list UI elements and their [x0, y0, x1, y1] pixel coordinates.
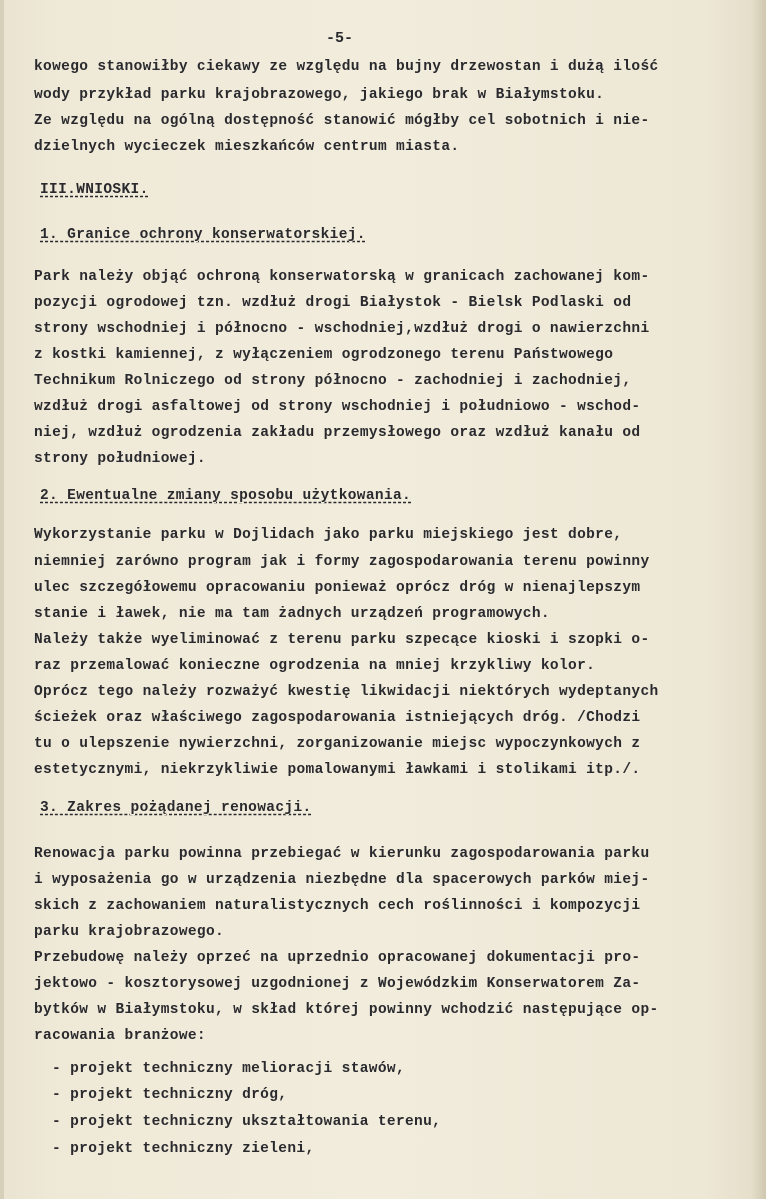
list-item: - projekt techniczny dróg, [52, 1087, 288, 1103]
text-line: wody przykład parku krajobrazowego, jakiego brak w Białymstoku. [34, 87, 605, 103]
text-line: i wyposażenia go w urządzenia niezbędne dla spacerowych parków miej- [34, 872, 650, 888]
page-edge-right [752, 0, 766, 1199]
page-number: -5- [326, 30, 354, 47]
page-edge-left [0, 0, 4, 1199]
text-line: dzielnych wycieczek mieszkańców centrum miasta. [34, 139, 460, 155]
text-line: Technikum Rolniczego od strony północno - zachodniej i zachodniej, [34, 373, 632, 389]
text-line: kowego stanowiłby ciekawy ze względu na bujny drzewostan i dużą ilość [34, 59, 659, 75]
text-line: strony wschodniej i północno - wschodniej,wzdłuż drogi o nawierzchni [34, 321, 650, 337]
text-line: wzdłuż drogi asfaltowej od strony wschodniej i południowo - wschod- [34, 399, 641, 415]
subsection-heading-2: 2. Ewentualne zmiany sposobu użytkowania. [40, 488, 412, 504]
text-line: jektowo - kosztorysowej uzgodnionej z Wojewódzkim Konserwatorem Za- [34, 976, 641, 992]
text-line: Należy także wyeliminować z terenu parku szpecące kioski i szopki o- [34, 632, 650, 648]
text-line: niemniej zarówno program jak i formy zagospodarowania terenu powinny [34, 554, 650, 570]
text-line: ścieżek oraz właściwego zagospodarowania istniejących dróg. /Chodzi [34, 710, 641, 726]
text-line: strony południowej. [34, 451, 206, 467]
list-item: - projekt techniczny melioracji stawów, [52, 1061, 406, 1077]
text-line: z kostki kamiennej, z wyłączeniem ogrodzonego terenu Państwowego [34, 347, 614, 363]
text-line: Ze względu na ogólną dostępność stanowić mógłby cel sobotnich i nie- [34, 113, 650, 129]
text-line: Przebudowę należy oprzeć na uprzednio opracowanej dokumentacji pro- [34, 950, 641, 966]
list-item: - projekt techniczny zieleni, [52, 1141, 315, 1157]
section-title: III.WNIOSKI. [40, 182, 149, 198]
text-line: estetycznymi, niekrzykliwie pomalowanymi ławkami i stolikami itp./. [34, 762, 641, 778]
text-line: stanie i ławek, nie ma tam żadnych urządzeń programowych. [34, 606, 550, 622]
text-line: skich z zachowaniem naturalistycznych cech roślinności i kompozycji [34, 898, 641, 914]
text-line: niej, wzdłuż ogrodzenia zakładu przemysłowego oraz wzdłuż kanału od [34, 425, 641, 441]
text-line: Wykorzystanie parku w Dojlidach jako parku miejskiego jest dobre, [34, 527, 623, 543]
text-line: ulec szczegółowemu opracowaniu ponieważ oprócz dróg w nienajlepszym [34, 580, 641, 596]
text-line: Oprócz tego należy rozważyć kwestię likwidacji niektórych wydeptanych [34, 684, 659, 700]
subsection-heading-3: 3. Zakres pożądanej renowacji. [40, 800, 312, 816]
text-line: pozycji ogrodowej tzn. wzdłuż drogi Białystok - Bielsk Podlaski od [34, 295, 632, 311]
text-line: parku krajobrazowego. [34, 924, 225, 940]
text-line: bytków w Białymstoku, w skład której powinny wchodzić następujące op- [34, 1002, 659, 1018]
text-line: raz przemalować konieczne ogrodzenia na mniej krzykliwy kolor. [34, 658, 596, 674]
text-line: tu o ulepszenie nywierzchni, zorganizowanie miejsc wypoczynkowych z [34, 736, 641, 752]
text-line: Renowacja parku powinna przebiegać w kierunku zagospodarowania parku [34, 846, 650, 862]
subsection-heading-1: 1. Granice ochrony konserwatorskiej. [40, 227, 366, 243]
list-item: - projekt techniczny ukształtowania terenu, [52, 1114, 442, 1130]
text-line: Park należy objąć ochroną konserwatorską w granicach zachowanej kom- [34, 269, 650, 285]
text-line: racowania branżowe: [34, 1028, 206, 1044]
